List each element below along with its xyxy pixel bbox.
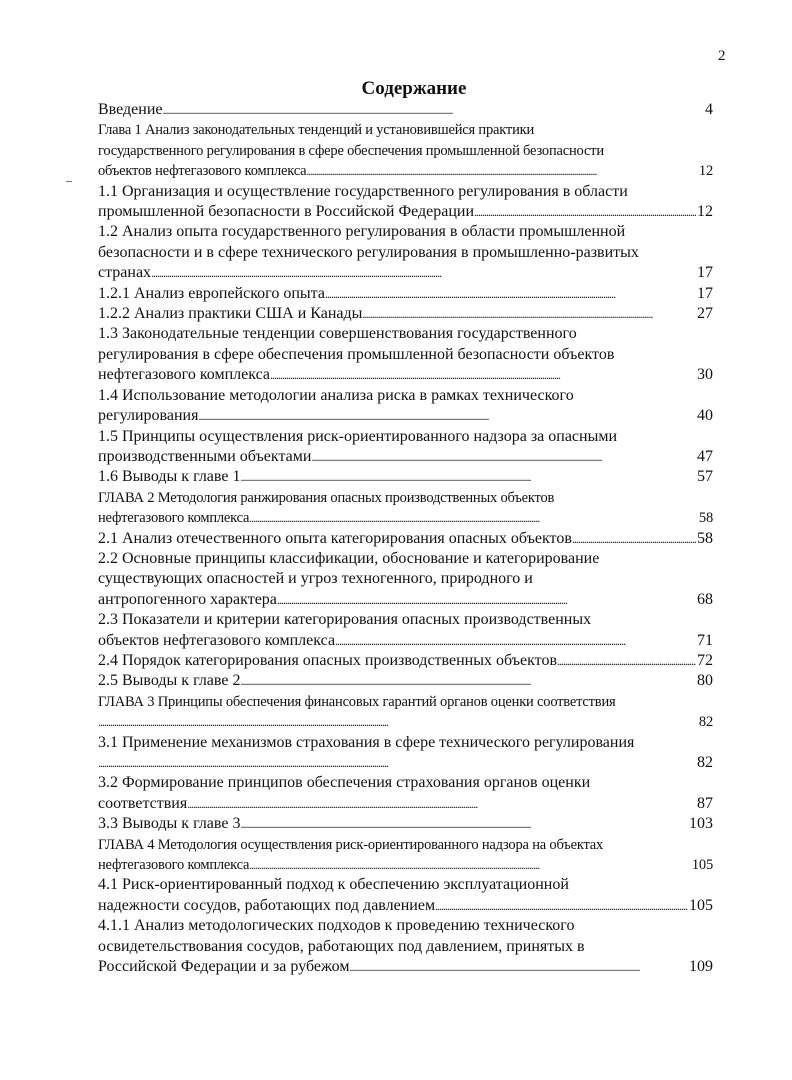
toc-entry[interactable] <box>98 284 713 304</box>
toc-page-number: 103 <box>689 815 713 833</box>
toc-entry[interactable] <box>98 651 713 671</box>
toc-page-number: 47 <box>697 447 713 465</box>
toc-entry-line: нефтегазового комплекса <box>98 857 250 874</box>
toc-entry-line: 1.5 Принципы осуществления риск-ориентированного надзора за опасными <box>98 427 618 445</box>
toc-entry-line: Введение <box>98 101 163 118</box>
toc-page-number: 71 <box>697 631 713 649</box>
toc-entry[interactable] <box>98 814 713 834</box>
toc-entry-line: безопасности и в сфере технического регулирования в промышленно-развитых <box>98 243 639 261</box>
toc-entry-line: ГЛАВА 3 Принципы обеспечения финансовых гарантий органов оценки соответствия <box>98 693 616 710</box>
toc-entry-line: 3.3 Выводы к главе 3 <box>98 815 241 833</box>
toc-entry-line: 4.1 Риск-ориентированный подход к обеспечению эксплуатационной <box>98 876 569 894</box>
toc-page-number: 68 <box>697 590 713 608</box>
toc-entry[interactable] <box>98 222 713 283</box>
toc-entry-line: странах <box>98 264 152 282</box>
toc-page-number: 80 <box>697 672 713 690</box>
toc-entry-line: объектов нефтегазового комплекса <box>98 631 336 649</box>
toc-page-number: 57 <box>697 468 713 486</box>
toc-entry-line: 3.1 Применение механизмов страхования в сфере технического регулирования <box>98 733 635 751</box>
toc-entry-line: 1.2 Анализ опыта государственного регулирования в области промышленной <box>98 223 626 241</box>
toc-entry[interactable] <box>98 529 713 549</box>
toc-entry-line: нефтегазового комплекса <box>98 510 250 527</box>
toc-entry-line: надежности сосудов, работающих под давлением <box>98 896 436 914</box>
toc-page-number: 82 <box>698 714 713 731</box>
toc-page-number: 72 <box>697 651 713 669</box>
toc-entry[interactable] <box>98 304 713 324</box>
toc-entry[interactable] <box>98 610 713 651</box>
page-title: Содержание <box>361 78 467 99</box>
toc-page-number: 17 <box>697 284 713 302</box>
toc-entry[interactable] <box>98 692 713 733</box>
toc-entry-line: 1.2.1 Анализ европейского опыта <box>98 284 325 302</box>
toc-entry[interactable] <box>98 733 713 774</box>
toc-entry-line: Глава 1 Анализ законодательных тенденций и установившейся практики <box>98 122 535 139</box>
toc-entry-line: существующих опасностей и угроз техногенного, природного и <box>98 570 533 588</box>
toc-entry[interactable] <box>98 549 713 610</box>
toc-entry-line: 1.3 Законодательные тенденции совершенствования государственного <box>98 325 577 343</box>
toc-page-number: 30 <box>697 366 713 384</box>
dot-leader <box>270 365 696 385</box>
toc-page-number: 58 <box>697 529 713 547</box>
toc-entry[interactable] <box>98 671 713 691</box>
dot-leader <box>362 304 696 324</box>
toc-entry-line: регулирования <box>98 407 199 425</box>
dot-leader <box>98 712 698 732</box>
dot-leader <box>311 447 696 467</box>
page-number: 2 <box>718 48 726 64</box>
toc-entry[interactable] <box>98 386 713 427</box>
toc-entry-line: 2.1 Анализ отечественного опыта категорирования опасных объектов <box>98 529 572 547</box>
toc-page-number: 58 <box>698 510 713 527</box>
toc-entry-line: антропогенного характера <box>98 590 277 608</box>
toc-entry-line: ГЛАВА 4 Методология осуществления риск-ориентированного надзора на объектах <box>98 836 604 853</box>
toc-entry[interactable] <box>98 467 713 487</box>
toc-entry-line: Российской Федерации и за рубежом <box>98 958 350 976</box>
margin-mark <box>66 181 72 182</box>
toc-entry[interactable] <box>98 773 713 814</box>
toc-entry-line: регулирования в сфере обеспечения промышленной безопасности объектов <box>98 345 615 363</box>
dot-leader <box>98 753 696 773</box>
toc-page-number: 105 <box>689 896 713 914</box>
dot-leader <box>349 957 688 977</box>
toc-entry-line: соответствия <box>98 794 188 812</box>
dot-leader <box>435 896 688 916</box>
toc-entry-line: государственного регулирования в сфере обеспечения промышленной безопасности <box>98 142 604 159</box>
dot-leader <box>249 855 691 875</box>
toc-entry-line: 2.3 Показатели и критерии категорирования опасных производственных <box>98 611 592 629</box>
dot-leader <box>335 631 696 651</box>
toc-page-number: 4 <box>705 101 713 118</box>
dot-leader <box>277 590 696 610</box>
dot-leader <box>240 467 696 487</box>
toc-entry-line: 2.2 Основные принципы классификации, обоснование и категорирование <box>98 549 600 567</box>
toc-entry-line: промышленной безопасности в Российской Федерации <box>98 203 475 221</box>
toc-entry[interactable] <box>98 120 713 181</box>
toc-entry-line: 1.2.2 Анализ практики США и Канады <box>98 305 363 323</box>
dot-leader <box>187 794 696 814</box>
table-of-contents <box>98 100 713 977</box>
dot-leader <box>557 651 696 671</box>
dot-leader <box>198 406 696 426</box>
toc-entry[interactable] <box>98 488 713 529</box>
toc-page-number: 87 <box>697 794 713 812</box>
dot-leader <box>474 202 696 222</box>
toc-entry-line: освидетельствования сосудов, работающих под давлением, принятых в <box>98 937 585 955</box>
dot-leader <box>249 508 698 528</box>
toc-entry-line: объектов нефтегазового комплекса <box>98 163 307 180</box>
toc-entry-line: 2.5 Выводы к главе 2 <box>98 672 241 690</box>
toc-entry-line: 3.2 Формирование принципов обеспечения страхования органов оценки <box>98 774 591 792</box>
toc-entry-line: производственными объектами <box>98 447 312 465</box>
toc-page-number: 105 <box>691 857 713 874</box>
toc-page-number: 12 <box>698 163 713 180</box>
toc-entry-line: 1.4 Использование методологии анализа риска в рамках технического <box>98 386 574 404</box>
dot-leader <box>151 263 696 283</box>
toc-entry-line: нефтегазового комплекса <box>98 366 271 384</box>
toc-entry[interactable] <box>98 100 713 120</box>
dot-leader <box>240 671 696 691</box>
toc-entry[interactable] <box>98 182 713 223</box>
dot-leader <box>306 161 697 181</box>
toc-page-number: 109 <box>689 958 713 976</box>
dot-leader <box>325 284 696 304</box>
toc-page-number: 17 <box>697 264 713 282</box>
toc-page-number: 12 <box>697 203 713 221</box>
toc-entry[interactable] <box>98 835 713 876</box>
toc-page-number: 82 <box>697 754 713 771</box>
toc-entry-line: 1.6 Выводы к главе 1 <box>98 468 241 486</box>
toc-entry[interactable] <box>98 875 713 916</box>
toc-entry-line: 2.4 Порядок категорирования опасных производственных объектов <box>98 651 557 669</box>
dot-leader <box>572 529 696 549</box>
toc-page-number: 27 <box>697 305 713 323</box>
dot-leader <box>240 814 688 834</box>
toc-entry-line: ГЛАВА 2 Методология ранжирования опасных производственных объектов <box>98 489 555 506</box>
toc-page-number: 40 <box>697 407 713 425</box>
toc-entry[interactable] <box>98 324 713 385</box>
toc-entry-line: 4.1.1 Анализ методологических подходов к проведению технического <box>98 917 575 935</box>
toc-entry[interactable] <box>98 427 713 468</box>
dot-leader <box>163 100 705 120</box>
toc-entry[interactable] <box>98 916 713 977</box>
toc-entry-line: 1.1 Организация и осуществление государственного регулирования в области <box>98 182 628 200</box>
